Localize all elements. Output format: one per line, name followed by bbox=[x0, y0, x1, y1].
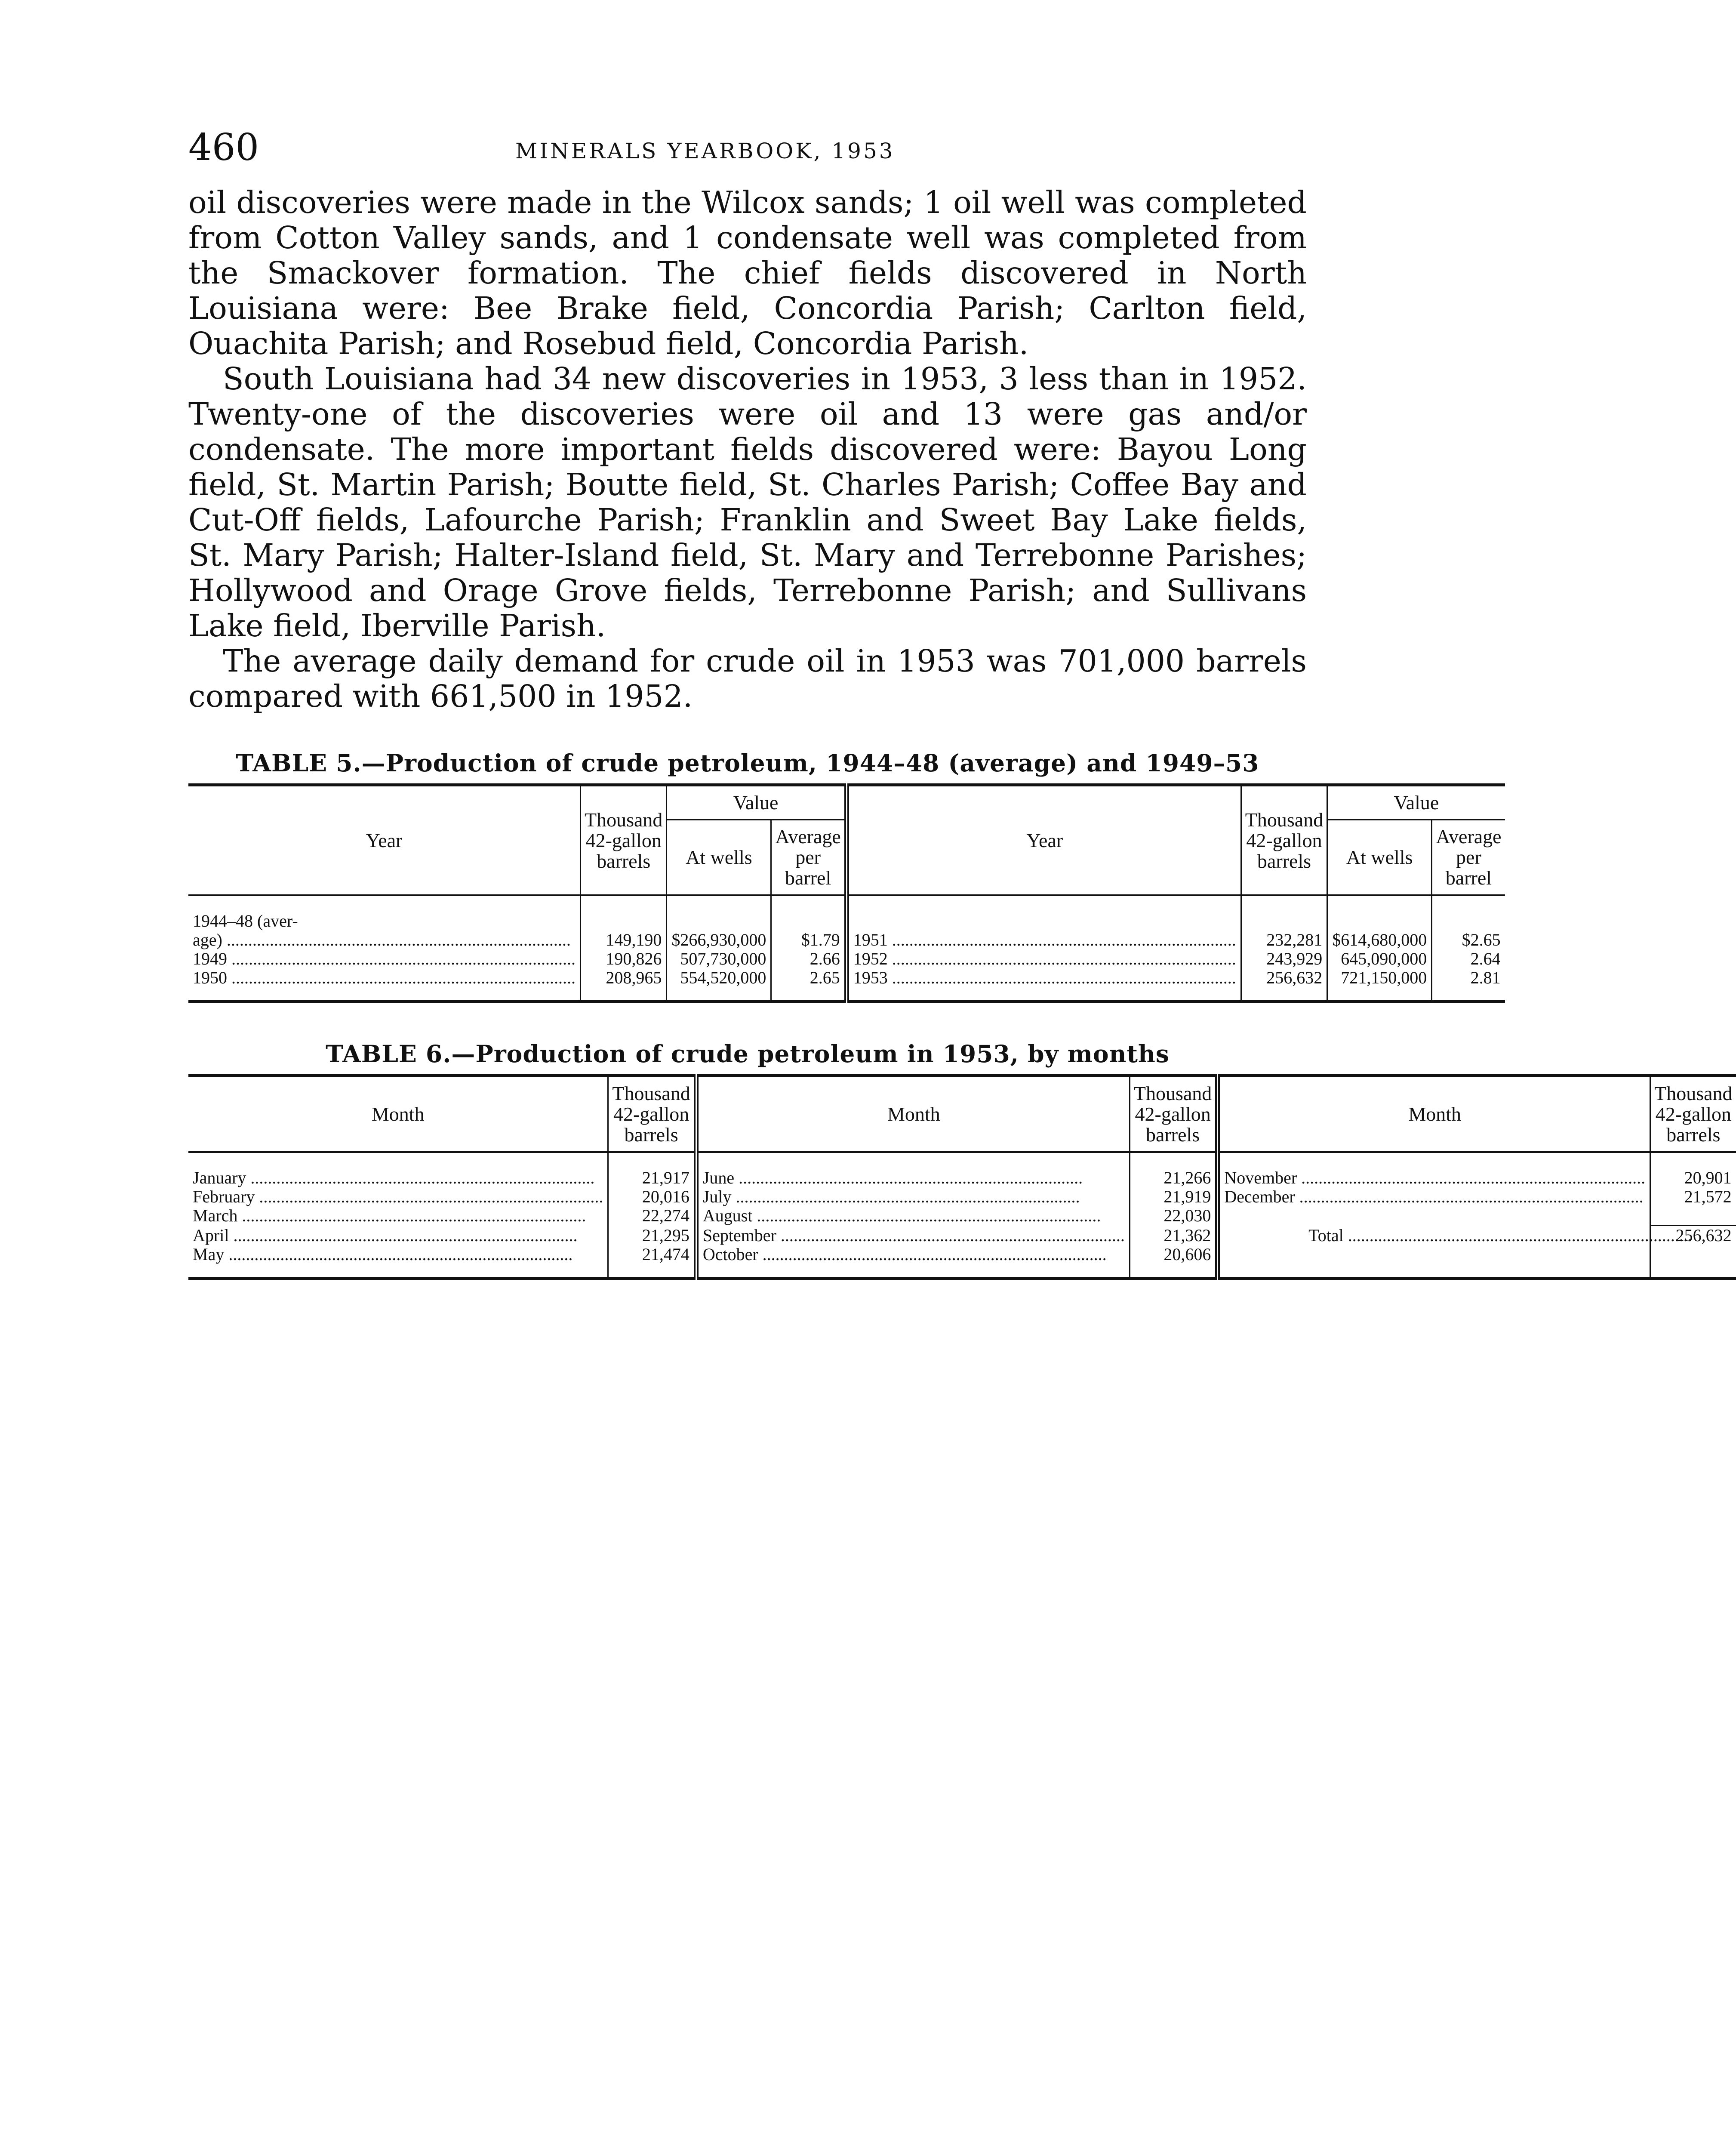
table6-barrels-cell: 21,917 bbox=[608, 1152, 696, 1187]
table5-header-avg-left: Average per barrel bbox=[771, 820, 846, 896]
table5-title: TABLE 5.—Production of crude petroleum, 1944–48 (average) and 1949–53 bbox=[236, 749, 1259, 777]
table6-month-label: March bbox=[193, 1206, 238, 1225]
table6-empty-cell bbox=[1218, 1245, 1650, 1279]
table5-header-barrels-left: Thousand 42-gallon barrels bbox=[581, 785, 667, 896]
table5-cell-barrels: 190,826 bbox=[581, 949, 667, 968]
table6-total-cell bbox=[1218, 1225, 1650, 1245]
table5-cell-at-wells: $614,680,000 bbox=[1327, 895, 1432, 949]
table5-row-label bbox=[188, 968, 581, 1002]
table5-cell-avg: 2.81 bbox=[1432, 968, 1505, 1002]
table6-month-label: June bbox=[702, 1168, 735, 1187]
table5-header-value-left: Value bbox=[667, 785, 846, 820]
table6 bbox=[188, 1074, 1736, 1280]
table6-month-cell bbox=[188, 1225, 608, 1245]
table6-month-cell bbox=[188, 1187, 608, 1206]
table6-month-label: December bbox=[1224, 1187, 1295, 1206]
running-header bbox=[188, 126, 1307, 176]
paragraph-daily-demand: The average daily demand for crude oil in 1953 was 701,000 barrels compared with 661,500 in 1952. bbox=[188, 643, 1307, 714]
table6-month-cell bbox=[696, 1225, 1130, 1245]
table5-cell-barrels: 149,190 bbox=[581, 895, 667, 949]
table5-cell-avg: 2.66 bbox=[771, 949, 846, 968]
table6-header-barrels-1: Thousand 42-gallon barrels bbox=[608, 1076, 696, 1153]
table6-month-label: July bbox=[702, 1187, 732, 1206]
page-number: 460 bbox=[188, 126, 259, 169]
running-title: MINERALS YEARBOOK, 1953 bbox=[515, 139, 895, 163]
paragraph-south-louisiana: South Louisiana had 34 new discoveries in 1953, 3 less than in 1952. Twenty-one of the discoveries were oil and 13 were gas and/or condensate. The more important fields discovered were: Bayou Long field, St. Martin Parish; Boutte field, St. Charles Parish; Coffee Bay and Cut-Off fields, Lafourche Parish; Franklin and Sweet Bay Lake fields, St. Mary Parish; Halter-Island field, St. Mary and Terrebonne Parishes; Hollywood and Orage Grove fields, Terrebonne Parish; and Sullivans Lake field, Iberville Parish. bbox=[188, 361, 1307, 644]
table5-cell-barrels: 256,632 bbox=[1241, 968, 1327, 1002]
table5-cell-barrels: 232,281 bbox=[1241, 895, 1327, 949]
body-text bbox=[188, 185, 1307, 714]
table6-month-cell bbox=[696, 1245, 1130, 1279]
table5-header-year-right: Year bbox=[846, 785, 1241, 896]
table5-row-label bbox=[846, 949, 1241, 968]
table5-year-label: 1951 bbox=[853, 930, 888, 949]
table6-month-cell bbox=[696, 1187, 1130, 1206]
table6-title: TABLE 6.—Production of crude petroleum in 1953, by months bbox=[326, 1040, 1170, 1068]
table5-cell-at-wells: 554,520,000 bbox=[667, 968, 771, 1002]
table6-barrels-cell: 22,274 bbox=[608, 1206, 696, 1225]
table6-month-cell bbox=[188, 1245, 608, 1279]
table6-empty-cell bbox=[1218, 1206, 1650, 1225]
table5-cell-at-wells: 645,090,000 bbox=[1327, 949, 1432, 968]
table5-row-label bbox=[188, 895, 581, 949]
table6-header-month-1: Month bbox=[188, 1076, 608, 1153]
document-page bbox=[188, 126, 1733, 1280]
table6-month-label: October bbox=[702, 1244, 758, 1264]
table5-row-label bbox=[846, 968, 1241, 1002]
table6-barrels-cell: 21,919 bbox=[1130, 1187, 1217, 1206]
table5-cell-at-wells: 507,730,000 bbox=[667, 949, 771, 968]
table6-barrels-cell: 21,362 bbox=[1130, 1225, 1217, 1245]
table5-header-avg-right: Average per barrel bbox=[1432, 820, 1505, 896]
table6-barrels-cell: 21,474 bbox=[608, 1245, 696, 1279]
table6-empty-cell bbox=[1650, 1206, 1736, 1225]
table6-barrels-cell: 20,606 bbox=[1130, 1245, 1217, 1279]
table5-year-label: age) bbox=[193, 930, 222, 949]
table5-year-label: 1952 bbox=[853, 949, 888, 968]
table5-year-label: 1953 bbox=[853, 968, 888, 987]
table6-barrels-cell: 21,295 bbox=[608, 1225, 696, 1245]
table5-cell-avg: $1.79 bbox=[771, 895, 846, 949]
table6-total-value: 256,632 bbox=[1650, 1225, 1736, 1245]
table6-header-month-2: Month bbox=[696, 1076, 1130, 1153]
table6-barrels-cell: 21,266 bbox=[1130, 1152, 1217, 1187]
table6-month-label: September bbox=[702, 1225, 776, 1245]
table5-year-label-line1: 1944–48 (aver- bbox=[193, 911, 298, 931]
table5-row-label bbox=[846, 895, 1241, 949]
table5-header-year-left: Year bbox=[188, 785, 581, 896]
table6-month-label: November bbox=[1224, 1168, 1297, 1187]
table6-month-cell bbox=[1218, 1187, 1650, 1206]
table5 bbox=[188, 783, 1505, 1003]
table6-empty-cell bbox=[1650, 1245, 1736, 1279]
table5-header-at-wells-right: At wells bbox=[1327, 820, 1432, 896]
table5-cell-at-wells: $266,930,000 bbox=[667, 895, 771, 949]
table5-header-value-right: Value bbox=[1327, 785, 1505, 820]
table5-header-barrels-right: Thousand 42-gallon barrels bbox=[1241, 785, 1327, 896]
table6-header-barrels-2: Thousand 42-gallon barrels bbox=[1130, 1076, 1217, 1153]
table5-year-label: 1949 bbox=[193, 949, 227, 968]
table6-total-label: Total bbox=[1308, 1225, 1344, 1245]
table5-header-at-wells-left: At wells bbox=[667, 820, 771, 896]
table6-month-label: February bbox=[193, 1187, 255, 1206]
table6-month-cell bbox=[188, 1152, 608, 1187]
table5-cell-avg: 2.65 bbox=[771, 968, 846, 1002]
table6-barrels-cell: 20,901 bbox=[1650, 1152, 1736, 1187]
table6-barrels-cell: 20,016 bbox=[608, 1187, 696, 1206]
table6-month-label: January bbox=[193, 1168, 246, 1187]
paragraph-continued: oil discoveries were made in the Wilcox sands; 1 oil well was completed from Cotton Valley sands, and 1 condensate well was completed from the Smackover formation. The chief fields discovered in North Louisiana were: Bee Brake field, Concordia Parish; Carlton field, Ouachita Parish; and Rosebud field, Concordia Parish. bbox=[188, 185, 1307, 361]
table6-month-label: April bbox=[193, 1225, 229, 1245]
table5-cell-barrels: 208,965 bbox=[581, 968, 667, 1002]
table5-row-label bbox=[188, 949, 581, 968]
table5-cell-avg: $2.65 bbox=[1432, 895, 1505, 949]
table6-month-label: August bbox=[702, 1206, 753, 1225]
table6-month-cell bbox=[696, 1152, 1130, 1187]
table6-header-barrels-3: Thousand 42-gallon barrels bbox=[1650, 1076, 1736, 1153]
table5-cell-avg: 2.64 bbox=[1432, 949, 1505, 968]
table6-month-label: May bbox=[193, 1244, 225, 1264]
table6-barrels-cell: 22,030 bbox=[1130, 1206, 1217, 1225]
table5-cell-barrels: 243,929 bbox=[1241, 949, 1327, 968]
table6-month-cell bbox=[1218, 1152, 1650, 1187]
table5-cell-at-wells: 721,150,000 bbox=[1327, 968, 1432, 1002]
table6-month-cell bbox=[696, 1206, 1130, 1225]
table6-month-cell bbox=[188, 1206, 608, 1225]
table6-barrels-cell: 21,572 bbox=[1650, 1187, 1736, 1206]
table6-header-month-3: Month bbox=[1218, 1076, 1650, 1153]
table5-year-label: 1950 bbox=[193, 968, 227, 987]
